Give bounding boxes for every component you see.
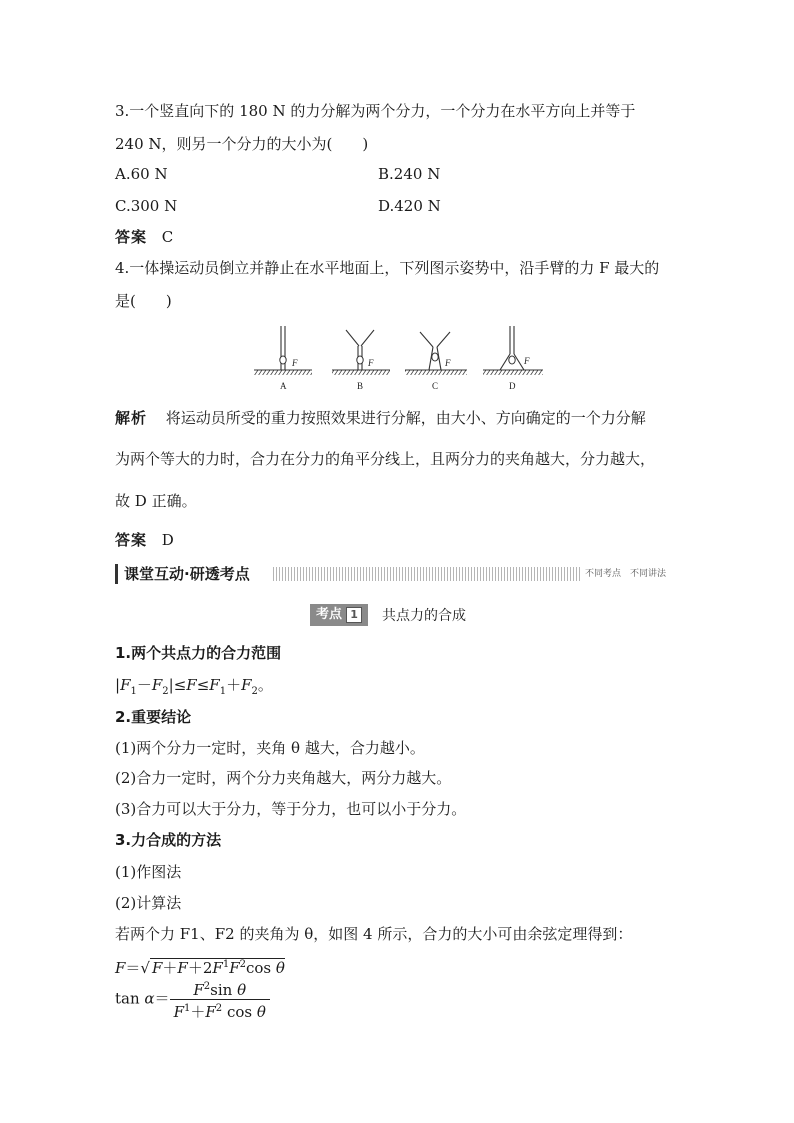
kaodian-header: [310, 604, 466, 626]
kaodian-badge: [310, 604, 368, 626]
q4-line2: 是( ): [115, 292, 172, 310]
banner-right-text: 不同考点 不同讲法: [581, 567, 670, 581]
force-label-b: F: [368, 358, 374, 368]
q4-analysis-line3: 故 D 正确。: [115, 492, 197, 510]
q3-option-c: C.300 N: [115, 197, 178, 215]
q4-answer: [115, 530, 174, 550]
tan-fraction: $\frac{F^2\sin \theta}{F^1+F^2 \cos \theta}$: [170, 978, 270, 1021]
conclusion-2: (2)合力一定时，两个分力夹角越大，两分力越大。: [115, 769, 452, 787]
heading-conclusions: 2.重要结论: [115, 708, 192, 726]
figure-label-a: A: [280, 381, 287, 391]
answer-label: 答案: [115, 531, 148, 549]
heading-methods: 3.力合成的方法: [115, 831, 222, 849]
q3-line1: 3.一个竖直向下的 180 N 的力分解为两个分力，一个分力在水平方向上并等于: [115, 102, 636, 120]
q3-option-d: D.420 N: [378, 197, 441, 215]
answer-value: C: [161, 228, 174, 246]
kaodian-badge-label: 考点: [316, 607, 343, 622]
q3-line2: 240 N，则另一个分力的大小为( ): [115, 135, 369, 153]
analysis-label: 解析: [115, 409, 148, 427]
heading-range: 1.两个共点力的合力范围: [115, 644, 282, 662]
figure-a: [254, 326, 312, 391]
method-2: (2)计算法: [115, 894, 182, 912]
banner-title: 课堂互动·研透考点: [115, 564, 256, 584]
q3-option-b: B.240 N: [378, 165, 441, 183]
formula-f: F＝√ $F+F+2F^1F^2\cos$ θ: [115, 959, 285, 977]
figure-label-d: D: [509, 381, 516, 391]
formula-tan: tan α＝ $\frac{F^2\sin \theta}{F^1+F^2 \cos \theta}$: [115, 978, 270, 1021]
answer-label: 答案: [115, 228, 148, 246]
force-label-a: F: [292, 358, 298, 368]
figure-label-c: C: [432, 381, 439, 391]
section-banner: [115, 564, 670, 584]
conclusion-1: (1)两个分力一定时，夹角 θ 越大，合力越小。: [115, 739, 425, 757]
kaodian-title: 共点力的合成: [382, 608, 467, 624]
method-1: (1)作图法: [115, 863, 182, 881]
answer-value: D: [161, 531, 174, 549]
q4-analysis-line2: 为两个等大的力时，合力在分力的角平分线上，且两分力的夹角越大，分力越大，: [115, 450, 656, 468]
kaodian-number: 1: [346, 607, 362, 623]
q4-line1: 4.一体操运动员倒立并静止在水平地面上，下列图示姿势中，沿手臂的力 F 最大的: [115, 259, 660, 277]
force-label-c: F: [445, 358, 451, 368]
figure-label-b: B: [357, 381, 364, 391]
method-intro: 若两个力 F1、F2 的夹角为 θ，如图 4 所示，合力的大小可由余弦定理得到：: [115, 925, 633, 943]
figure-b: [332, 330, 390, 391]
figure-d: [483, 326, 543, 391]
analysis-text1: 将运动员所受的重力按照效果进行分解，由大小、方向确定的一个力分解: [165, 409, 646, 427]
q4-analysis-line1: [115, 408, 646, 428]
conclusion-3: (3)合力可以大于分力，等于分力，也可以小于分力。: [115, 800, 467, 818]
q3-option-a: A.60 N: [115, 165, 168, 183]
figure-c: [405, 332, 467, 391]
gymnast-figure: [250, 322, 545, 397]
q3-answer: [115, 227, 173, 247]
formula-range: $|F_1-F_2|\le F\le F_1+F_2$。: [115, 676, 273, 697]
force-label-d: F: [524, 356, 530, 366]
